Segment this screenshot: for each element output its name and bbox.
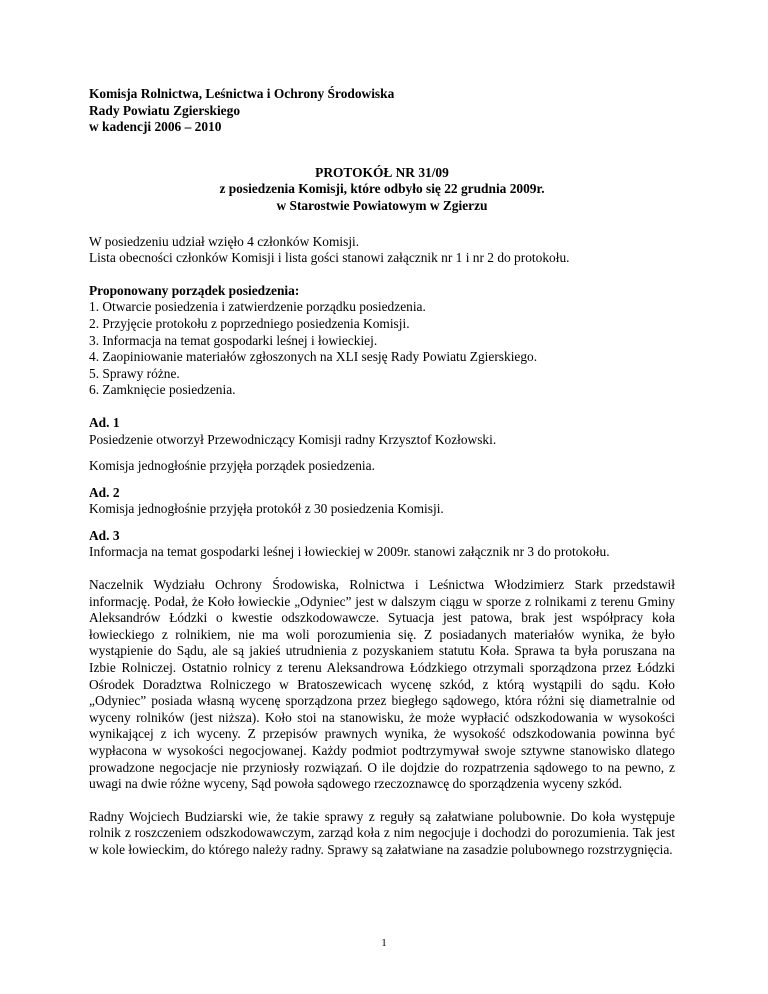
agenda-heading: Proponowany porządek posiedzenia: bbox=[89, 282, 300, 298]
attendance-section bbox=[89, 234, 675, 267]
agenda-item: 1. Otwarcie posiedzenia i zatwierdzenie porządku posiedzenia. bbox=[89, 299, 426, 315]
ad3-councillor-statement: Radny Wojciech Budziarski wie, że takie sprawy z reguły są załatwiane polubownie. Do koła występuje rolnik z roszczeniem odszkodowawczym, zarząd koła z nim negocjuje i dochodzi do porozumienia. Tak jest w kole łowieckim, do którego należy radny. Sprawy są załatwiane na zasadzie polubownego rozstrzygnięcia. bbox=[89, 808, 675, 857]
agenda-list bbox=[89, 299, 675, 399]
agenda-item: 5. Sprawy różne. bbox=[89, 365, 180, 381]
page-number: 1 bbox=[381, 937, 387, 949]
agenda-item: 6. Zamknięcie posiedzenia. bbox=[89, 382, 236, 398]
header-line-term: w kadencji 2006 – 2010 bbox=[89, 119, 222, 135]
ad3-heading: Ad. 3 bbox=[89, 527, 120, 543]
protocol-number: PROTOKÓŁ NR 31/09 bbox=[315, 164, 449, 180]
protocol-subtitle-date: z posiedzenia Komisji, które odbyło się 22 grudnia 2009r. bbox=[219, 181, 545, 197]
ad1-section bbox=[89, 415, 675, 475]
ad2-text: Komisja jednogłośnie przyjęła protokół z 30 posiedzenia Komisji. bbox=[89, 501, 444, 517]
document-page bbox=[89, 86, 675, 859]
ad2-section bbox=[89, 485, 675, 518]
protocol-subtitle-place: w Starostwie Powiatowym w Zgierzu bbox=[276, 197, 488, 213]
ad1-heading: Ad. 1 bbox=[89, 414, 120, 430]
ad2-heading: Ad. 2 bbox=[89, 484, 120, 500]
attendance-count: W posiedzeniu udział wzięło 4 członków Komisji. bbox=[89, 233, 360, 249]
header-line-council: Rady Powiatu Zgierskiego bbox=[89, 102, 241, 118]
agenda-item: 4. Zaopiniowanie materiałów zgłoszonych na XLI sesję Rady Powiatu Zgierskiego. bbox=[89, 349, 538, 365]
agenda-item: 2. Przyjęcie protokołu z poprzedniego posiedzenia Komisji. bbox=[89, 315, 410, 331]
ad1-agenda-approval-text: Komisja jednogłośnie przyjęła porządek posiedzenia. bbox=[89, 458, 375, 474]
ad3-attachment-note: Informacja na temat gospodarki leśnej i łowieckiej w 2009r. stanowi załącznik nr 3 do protokołu. bbox=[89, 544, 610, 560]
ad3-section bbox=[89, 528, 675, 859]
ad1-opening-text: Posiedzenie otworzył Przewodniczący Komisji radny Krzysztof Kozłowski. bbox=[89, 431, 497, 447]
attendance-list-note: Lista obecności członków Komisji i lista gości stanowi załącznik nr 1 i nr 2 do protokołu. bbox=[89, 250, 570, 266]
header-line-committee: Komisja Rolnictwa, Leśnictwa i Ochrony Środowiska bbox=[89, 86, 395, 101]
agenda-item: 3. Informacja na temat gospodarki leśnej i łowieckiej. bbox=[89, 332, 378, 348]
agenda-section bbox=[89, 283, 675, 399]
ad3-head-of-department-statement: Naczelnik Wydziału Ochrony Środowiska, Rolnictwa i Leśnictwa Włodzimierz Stark przedstawił informację. Podał, że Koło łowieckie „Odyniec” jest w dalszym ciągu w sporze z rolnikami z terenu Gminy Aleksandrów Łódzki o kwestie odszkodowawcze. Sytuacja jest patowa, brak jest współpracy koła łowieckiego z rolnikiem, nie ma woli porozumienia się. Z posiadanych materiałów wynika, że było wystąpienie do Sądu, ale są jakieś utrudnienia z pozyskaniem statutu Koła. Sprawa ta była poruszana na Izbie Rolniczej. Ostatnio rolnicy z terenu Aleksandrowa Łódzkiego otrzymali sporządzona przez Łódzki Ośrodek Doradztwa Rolniczego w Bratoszewicach wycenę szkód, z którą wystąpili do sądu. Koło „Odyniec” posiada własną wycenę sporządzona przez biegłego sądowego, która różni się diametralnie od wyceny rolników (jest niższa). Koło stoi na stanowisku, że może wypłacić odszkodowania w wysokości wynikającej z ich wyceny. Z przepisów prawnych wynika, że wysokość odszkodowania powinna być wypłacona w wysokości negocjowanej. Każdy podmiot podtrzymywał swoje sztywne stanowisko dlatego prowadzone negocjacje nie przyniosły rozwiązań. O ile dojdzie do rozpatrzenia sądowego to na pewno, z uwagi na dwie różne wyceny, Sąd powoła sądowego rzeczoznawcę do sporządzenia wyceny szkód. bbox=[89, 577, 675, 792]
document-title bbox=[89, 165, 675, 215]
document-header bbox=[89, 86, 675, 136]
